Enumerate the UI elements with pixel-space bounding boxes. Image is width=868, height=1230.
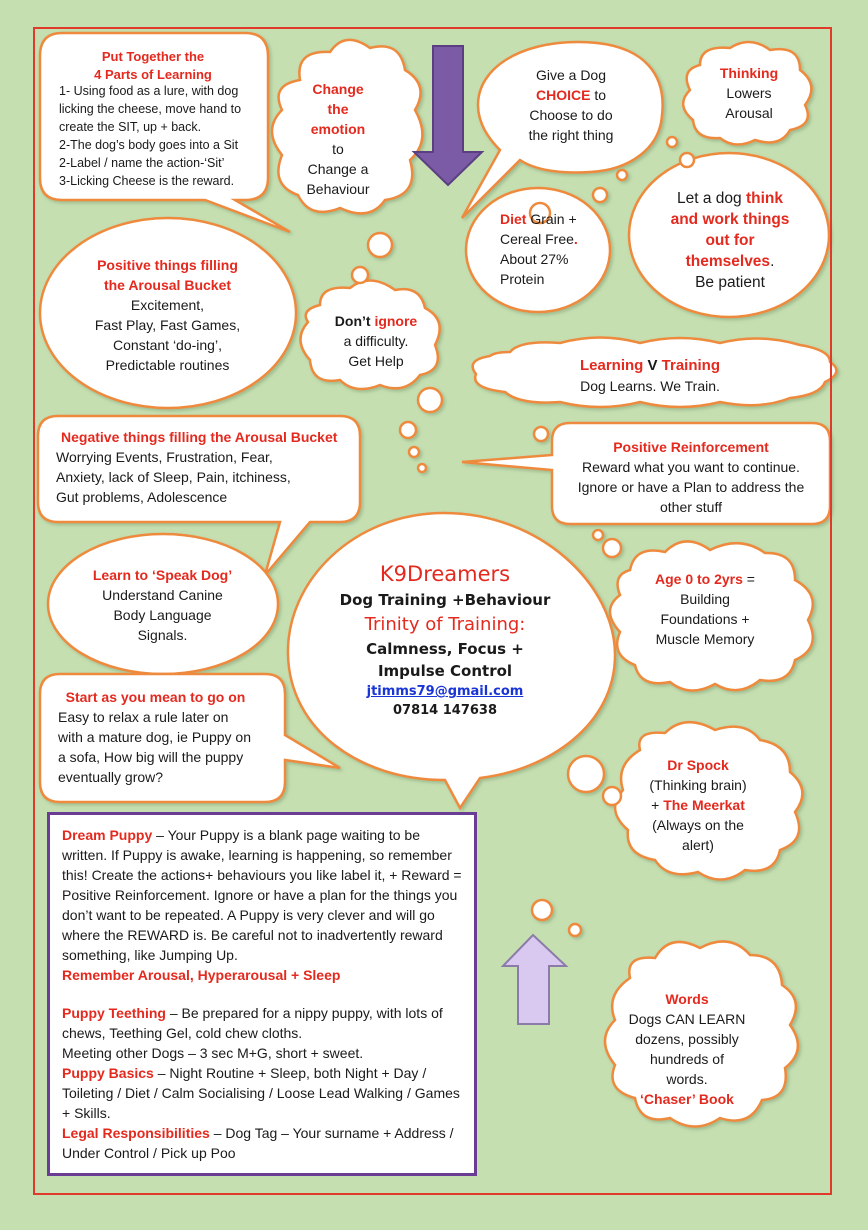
spock-text: Dr Spock (Thinking brain) + The Meerkat (Always on the alert) [649, 757, 747, 853]
four-parts-title: Put Together the 4 Parts of Learning [94, 49, 212, 82]
positive-bucket-text: Positive things filling the Arousal Bucket Excitement, Fast Play, Fast Games, Constant ‘do-ing’, Predictable routines [94, 257, 241, 373]
puppy-info-box: Dream Puppy – Your Puppy is a blank page waiting to be written. If Puppy is awake, learning is happening, so remember this! Create the actions+ behaviours you like label it, + Reward = Positive Reinforcement. Ignore or have a plan for the things you don’t want to be repeated. A Puppy is very clever and will go where the REWARD is. Be careful not to inadvertently reward something, like Jumping Up. Remember Arousal, Hyperarousal + Sleep Puppy Teething – Be prepared for a nippy puppy, with lots of chews, Teething Gel, cold chew cloths. Meeting other Dogs – 3 sec M+G, short + sweet. Puppy Basics – Night Routine + Sleep, both Night + Day / Toileting / Diet / Calm Socialising / Loose Lead Walking / Games + Skills. Legal Responsibilities – Dog Tag – Your surname + Address / Under Control / Pick up Poo [47, 812, 477, 1176]
diet-text: Diet Grain + Cereal Free. About 27% Protein [500, 211, 578, 287]
start-text: Start as you mean to go on Easy to relax a rule later on with a mature dog, ie Puppy on a sofa, How big will the puppy eventually grow? [58, 689, 252, 785]
four-parts-text: 1- Using food as a lure, with dog licking the cheese, move hand to create the SIT, up + back. 2-The dog’s body goes into a Sit 2-Label / name the action-‘Sit’ 3-Licking Cheese is the reward. [59, 84, 242, 188]
ignore-text: Don’t ignore a difficulty. Get Help [334, 313, 418, 369]
negative-bucket-text: Negative things filling the Arousal Bucket Worrying Events, Frustration, Fear, Anxiety, lack of Sleep, Pain, itchiness, Gut problems, Adolescence [56, 429, 338, 505]
emotion-text: Change the emotion to Change a Behaviour [306, 81, 370, 197]
words-text: Words Dogs CAN LEARN dozens, possibly hundreds of words. ‘Chaser’ Book [628, 991, 746, 1107]
speak-dog-text: Learn to ‘Speak Dog’ Understand Canine Body Language Signals. [92, 567, 233, 643]
think-for-self-text: Let a dog think and work things out for themselves. Be patient [670, 190, 790, 291]
email-link[interactable]: jtimms79@gmail.com [366, 684, 524, 699]
learning-text: Learning V Training Dog Learns. We Train. [579, 357, 721, 394]
center-text: K9Dreamers Dog Training +Behaviour Trinity of Training: Calmness, Focus + Impulse Control jtimms79@gmail.com 07814 147638 [315, 560, 575, 720]
choice-text: Give a Dog CHOICE to Choose to do the right thing [528, 67, 614, 143]
age-text: Age 0 to 2yrs = Building Foundations + Muscle Memory [654, 571, 755, 647]
reinforcement-text: Positive Reinforcement Reward what you want to continue. Ignore or have a Plan to address the other stuff [577, 439, 805, 515]
thinking-text: Thinking Lowers Arousal [719, 65, 779, 121]
